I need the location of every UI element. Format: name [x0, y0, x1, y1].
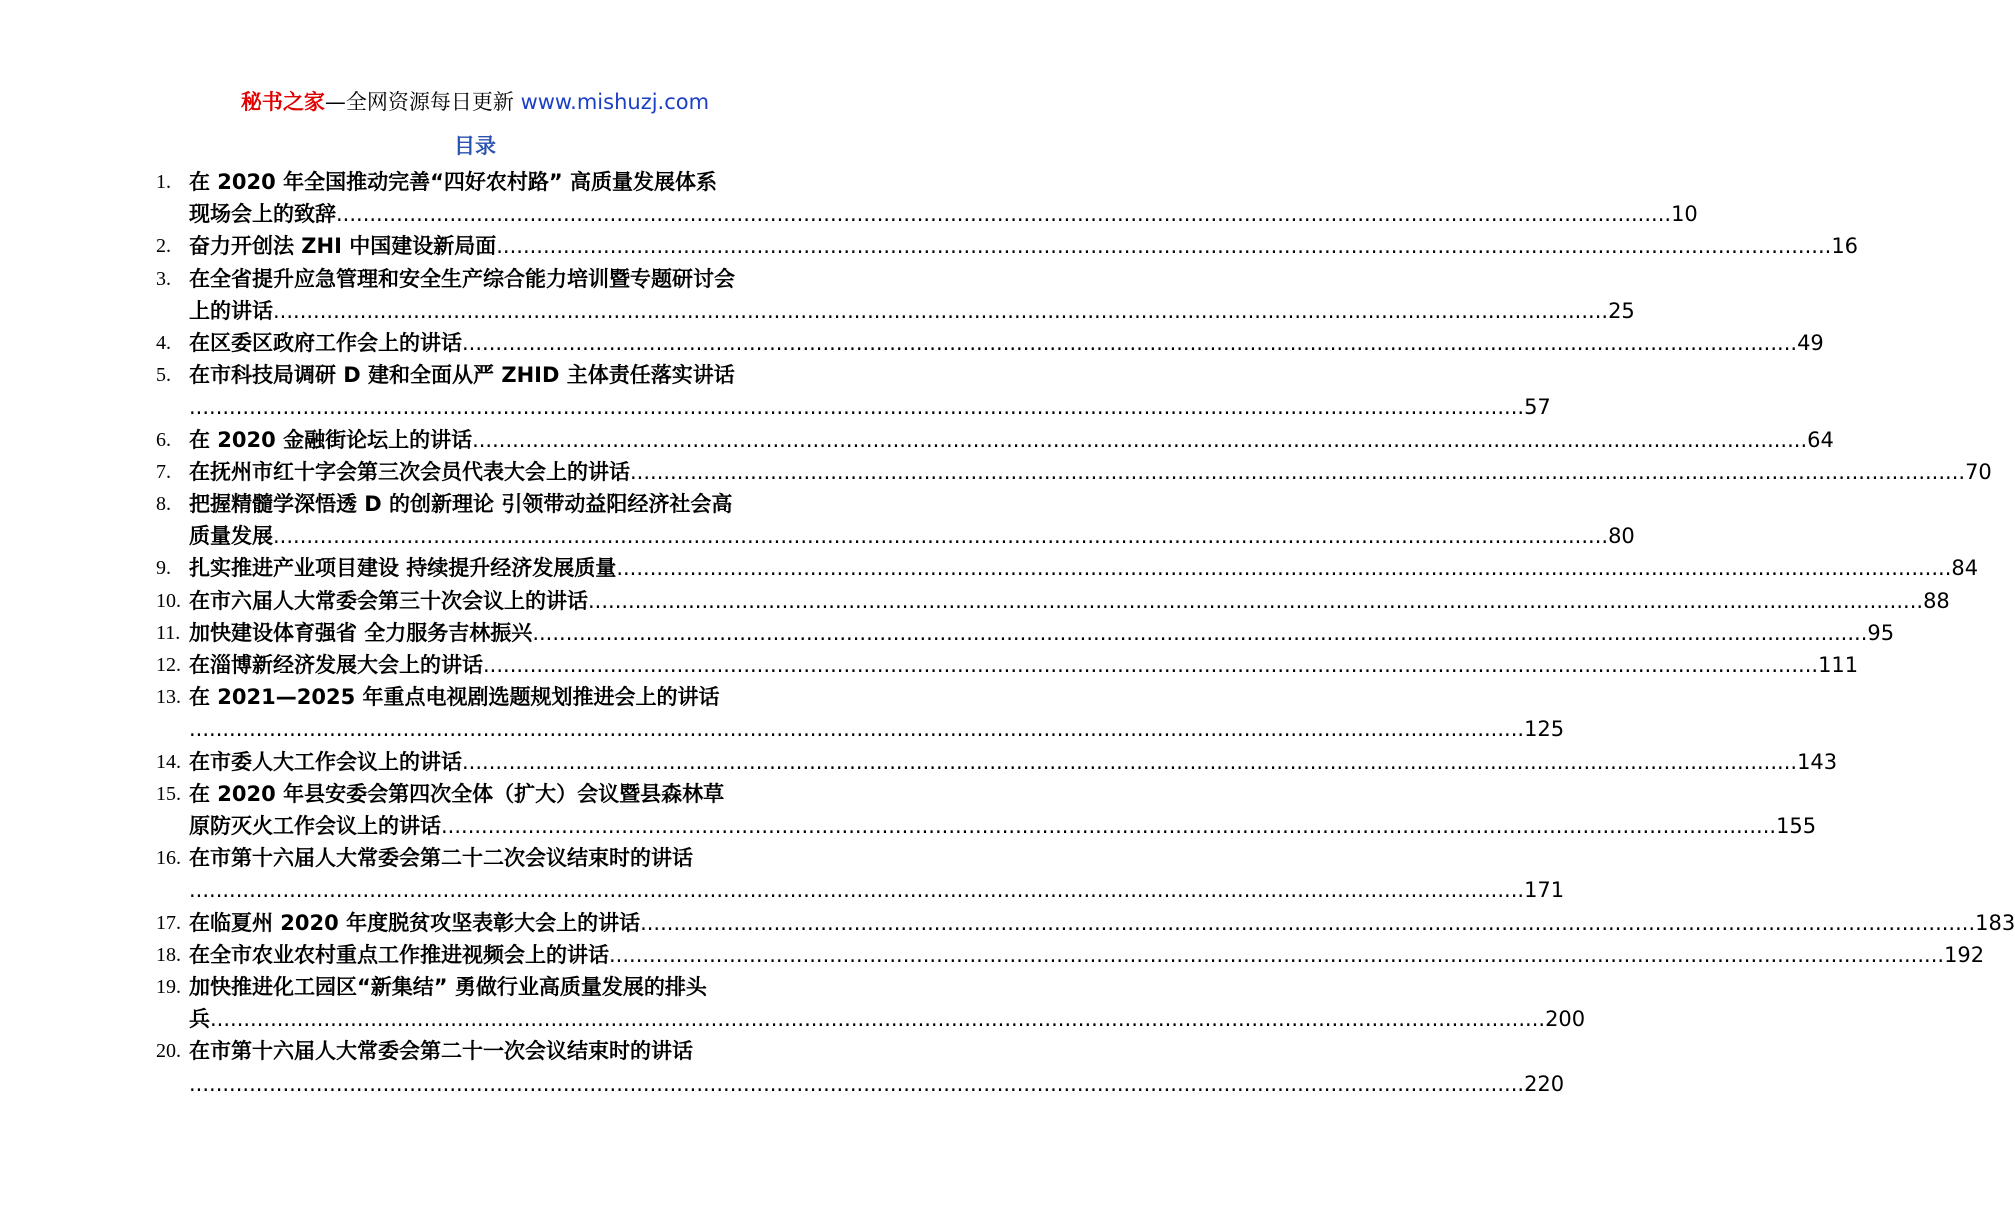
toc-entry-page: 143	[1797, 749, 1838, 774]
dot-leader	[496, 230, 1831, 262]
toc-entry[interactable]	[156, 230, 1859, 262]
toc-entry-number: 15.	[156, 782, 181, 805]
dot-leader	[462, 327, 1797, 359]
toc-entry-number: 7.	[156, 460, 171, 483]
toc-entry-number: 11.	[156, 621, 181, 644]
dot-leader	[189, 1068, 1524, 1100]
toc-entry-title: 在淄博新经济发展大会上的讲话	[189, 653, 483, 678]
table-of-contents	[156, 166, 2015, 1100]
toc-entry-number: 9.	[156, 557, 171, 580]
toc-entry[interactable]	[156, 746, 1838, 778]
toc-entry[interactable]	[156, 263, 1635, 327]
dot-leader	[189, 391, 1524, 423]
site-header	[0, 86, 950, 118]
toc-entry-number: 12.	[156, 654, 181, 677]
toc-entry-number: 2.	[156, 235, 171, 258]
toc-entry-title: 在 2021—2025 年重点电视剧选题规划推进会上的讲话	[189, 685, 720, 710]
toc-entry-page: 125	[1524, 717, 1565, 742]
toc-entry[interactable]	[156, 681, 1565, 745]
dot-leader	[189, 874, 1524, 906]
toc-entry-number: 4.	[156, 332, 171, 355]
toc-entry-title: 在市第十六届人大常委会第二十一次会议结束时的讲话	[189, 1039, 693, 1064]
toc-entry-page: 192	[1944, 942, 1985, 967]
dot-leader	[441, 810, 1776, 842]
toc-entry-page: 155	[1776, 814, 1817, 839]
toc-entry-page: 220	[1524, 1071, 1565, 1096]
toc-entry-title: 兵	[189, 1007, 210, 1032]
toc-entry-title: 在全省提升应急管理和安全生产综合能力培训暨专题研讨会	[189, 266, 735, 291]
toc-entry-number: 16.	[156, 847, 181, 870]
toc-entry-number: 3.	[156, 267, 171, 290]
toc-entry-title: 上的讲话	[189, 298, 273, 323]
toc-entry-number: 6.	[156, 428, 171, 451]
dot-leader	[609, 939, 1944, 971]
toc-entry[interactable]	[156, 907, 2015, 939]
dot-leader	[336, 198, 1671, 230]
dot-leader	[273, 520, 1608, 552]
toc-entry-number: 17.	[156, 911, 181, 934]
toc-entry-number: 13.	[156, 686, 181, 709]
toc-entry-page: 200	[1545, 1007, 1586, 1032]
toc-entry-title: 加快建设体育强省 全力服务吉林振兴	[189, 620, 533, 645]
toc-entry-number: 19.	[156, 976, 181, 999]
toc-entry[interactable]	[156, 488, 1635, 552]
site-url[interactable]: www.mishuzj.com	[520, 90, 710, 114]
toc-entry-page: 49	[1797, 331, 1824, 356]
dot-leader	[273, 295, 1608, 327]
dot-leader	[640, 907, 1975, 939]
toc-entry-number: 18.	[156, 943, 181, 966]
toc-entry-title: 在抚州市红十字会第三次会员代表大会上的讲话	[189, 459, 630, 484]
toc-entry-page: 25	[1608, 298, 1635, 323]
toc-entry-title: 在临夏州 2020 年度脱贫攻坚表彰大会上的讲话	[189, 910, 641, 935]
dot-leader	[472, 424, 1807, 456]
toc-entry[interactable]	[156, 552, 1979, 584]
toc-entry-title: 原防灭火工作会议上的讲话	[189, 814, 441, 839]
toc-entry[interactable]	[156, 971, 1586, 1035]
toc-entry-title: 现场会上的致辞	[189, 202, 336, 227]
toc-entry-number: 20.	[156, 1040, 181, 1063]
toc-entry[interactable]	[156, 617, 1895, 649]
toc-entry-title: 在 2020 金融街论坛上的讲话	[189, 427, 473, 452]
toc-entry[interactable]	[156, 585, 1950, 617]
dot-leader	[189, 713, 1524, 745]
toc-entry-title: 在市委人大工作会议上的讲话	[189, 749, 462, 774]
toc-entry-title: 加快推进化工园区“新集结” 勇做行业高质量发展的排头	[189, 975, 707, 1000]
toc-entry-title: 在市六届人大常委会第三十次会议上的讲话	[189, 588, 588, 613]
toc-entry-page: 95	[1867, 620, 1895, 645]
toc-entry-page: 84	[1951, 556, 1979, 581]
toc-entry-page: 57	[1524, 395, 1551, 420]
toc-entry-title: 在全市农业农村重点工作推进视频会上的讲话	[189, 942, 609, 967]
dot-leader	[462, 746, 1797, 778]
toc-entry[interactable]	[156, 842, 1565, 906]
dot-leader	[210, 1003, 1545, 1035]
toc-entry-title: 扎实推进产业项目建设 持续提升经济发展质量	[189, 556, 617, 581]
toc-entry-number: 1.	[156, 171, 171, 193]
toc-entry[interactable]	[156, 359, 1551, 423]
dot-leader	[616, 552, 1951, 584]
toc-entry[interactable]	[156, 424, 1834, 456]
toc-entry-page: 10	[1671, 202, 1698, 227]
toc-entry-page: 88	[1923, 588, 1950, 613]
toc-entry-page: 64	[1807, 427, 1834, 452]
dot-leader	[630, 456, 1965, 488]
toc-entry[interactable]	[156, 778, 1817, 842]
toc-entry[interactable]	[156, 456, 1992, 488]
toc-entry-number: 10.	[156, 589, 181, 612]
toc-entry[interactable]	[156, 939, 1985, 971]
toc-entry-title: 奋力开创法 ZHI 中国建设新局面	[189, 234, 497, 259]
toc-entry[interactable]	[156, 166, 1698, 230]
toc-entry-title: 在市科技局调研 D 建和全面从严 ZHID 主体责任落实讲话	[189, 363, 735, 388]
toc-entry-number: 14.	[156, 750, 181, 773]
toc-entry-page: 70	[1965, 459, 1992, 484]
toc-entry-page: 16	[1831, 234, 1859, 259]
toc-entry-title: 把握精髓学深悟透 D 的创新理论 引领带动益阳经济社会高	[189, 492, 733, 517]
toc-entry-page: 111	[1818, 653, 1859, 678]
toc-title: 目录	[454, 134, 496, 158]
toc-entry-page: 80	[1608, 524, 1635, 549]
toc-entry-page: 183	[1975, 910, 2015, 935]
toc-entry-title: 在市第十六届人大常委会第二十二次会议结束时的讲话	[189, 846, 693, 871]
brand-name: 秘书之家	[240, 90, 325, 114]
dot-leader	[483, 649, 1818, 681]
toc-entry-title: 质量发展	[189, 524, 273, 549]
toc-entry-page: 171	[1524, 878, 1565, 903]
dot-leader	[588, 585, 1923, 617]
toc-entry-title: 在 2020 年县安委会第四次全体（扩大）会议暨县森林草	[189, 781, 725, 806]
toc-entry[interactable]	[156, 649, 1859, 681]
toc-entry-number: 8.	[156, 493, 171, 516]
toc-entry-title: 在 2020 年全国推动完善“四好农村路” 高质量发展体系	[189, 170, 717, 194]
site-tagline: —全网资源每日更新	[324, 90, 521, 114]
toc-entry[interactable]	[156, 1035, 1565, 1099]
toc-entry-title: 在区委区政府工作会上的讲话	[189, 331, 462, 356]
toc-entry[interactable]	[156, 327, 1824, 359]
toc-entry-number: 5.	[156, 364, 171, 387]
dot-leader	[532, 617, 1867, 649]
